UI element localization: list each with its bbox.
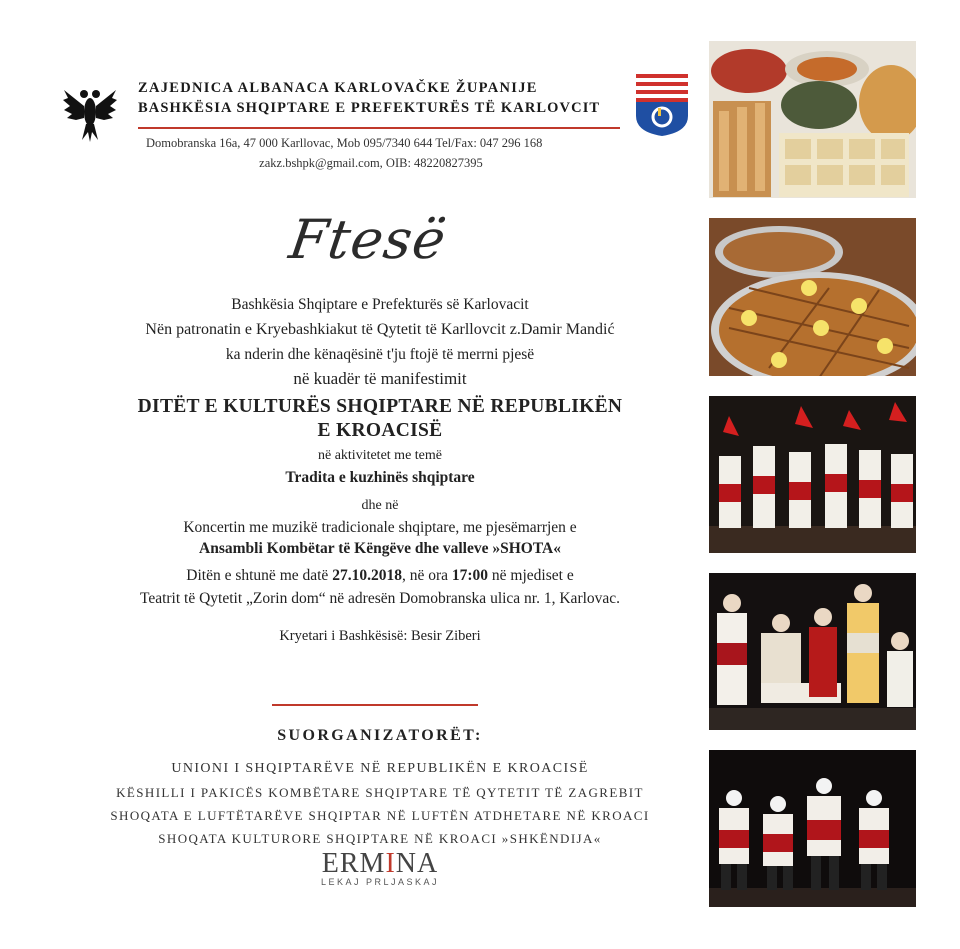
president-line: Kryetari i Bashkësisë: Besir Ziberi — [279, 628, 481, 644]
event-name-line-2: E KROACISË — [317, 420, 443, 441]
section-divider — [272, 704, 478, 706]
co-organizer-item: UNIONI I SHQIPTARËVE NË REPUBLIKËN E KROACISË — [171, 761, 589, 776]
karlovac-county-crest-icon — [636, 72, 688, 136]
sponsor-logo: ERMINA — [321, 848, 439, 879]
traditional-food-platters — [709, 41, 916, 198]
patronage-line: Nën patronatin e Kryebashkiakut të Qytetit të Karllovcit z.Damir Mandić — [145, 321, 615, 338]
male-folk-dancers — [709, 750, 916, 907]
date-line: Ditën e shtunë me datë 27.10.2018, në ora 17:00 në mjediset e — [186, 567, 574, 584]
theme-line: Tradita e kuzhinës shqiptare — [285, 469, 475, 486]
albanian-eagle-icon — [62, 82, 118, 144]
ensemble-line: Ansambli Kombëtar të Këngëve dhe valleve »SHOTA« — [199, 540, 561, 557]
framework-line: në kuadër të manifestimit — [293, 369, 467, 388]
baklava-tray — [709, 218, 916, 376]
event-time: 17:00 — [451, 567, 489, 584]
event-name-line-1: DITËT E KULTURËS SHQIPTARE NË REPUBLIKËN — [137, 396, 623, 417]
venue-line: Teatrit të Qytetit „Zorin dom“ në adresën Domobranska ulica nr. 1, Karlovac. — [139, 590, 621, 607]
invitation-line: ka nderin dhe kënaqësinë t'ju ftojë të merrni pjesë — [225, 346, 535, 363]
contact-info: zakz.bshpk@gmail.com, OIB: 48220827395 — [259, 156, 483, 170]
folk-dancers-performance — [709, 573, 916, 730]
event-date: 27.10.2018 — [332, 567, 402, 584]
org-name-croatian: ZAJEDNICA ALBANACA KARLOVAČKE ŽUPANIJE — [138, 80, 538, 96]
co-organizer-item: SHOQATA E LUFTËTARËVE SHQIPTAR NË LUFTËN ATDHETARE NË KROACI — [110, 808, 650, 823]
folk-dancers-red-scarves — [709, 396, 916, 553]
activities-line: në aktivitetet me temë — [317, 448, 442, 463]
co-organizer-item: KËSHILLI I PAKICËS KOMBËTARE SHQIPTARE TË QYTETIT TË ZAGREBIT — [116, 785, 644, 800]
concert-line: Koncertin me muzikë tradicionale shqiptare, me pjesëmarrjen e — [183, 519, 577, 536]
page-title: Ftesë — [285, 208, 451, 271]
sponsor-logo-subtitle: LEKAJ PRLJASKAJ — [320, 877, 440, 887]
and-line: dhe në — [361, 498, 399, 513]
header-divider — [138, 127, 620, 129]
co-organizer-item: SHOQATA KULTURORE SHQIPTARE NË KROACI »SHKËNDIJA« — [158, 831, 602, 846]
org-name-albanian: BASHKËSIA SHQIPTARE E PREFEKTURËS TË KARLOVCIT — [138, 100, 601, 116]
address: Domobranska 16a, 47 000 Karllovac, Mob 095/7340 644 Tel/Fax: 047 296 168 — [146, 136, 543, 150]
host-line: Bashkësia Shqiptare e Prefekturës së Karlovacit — [231, 296, 529, 313]
co-organizers-heading: SUORGANIZATORËT: — [277, 727, 483, 744]
